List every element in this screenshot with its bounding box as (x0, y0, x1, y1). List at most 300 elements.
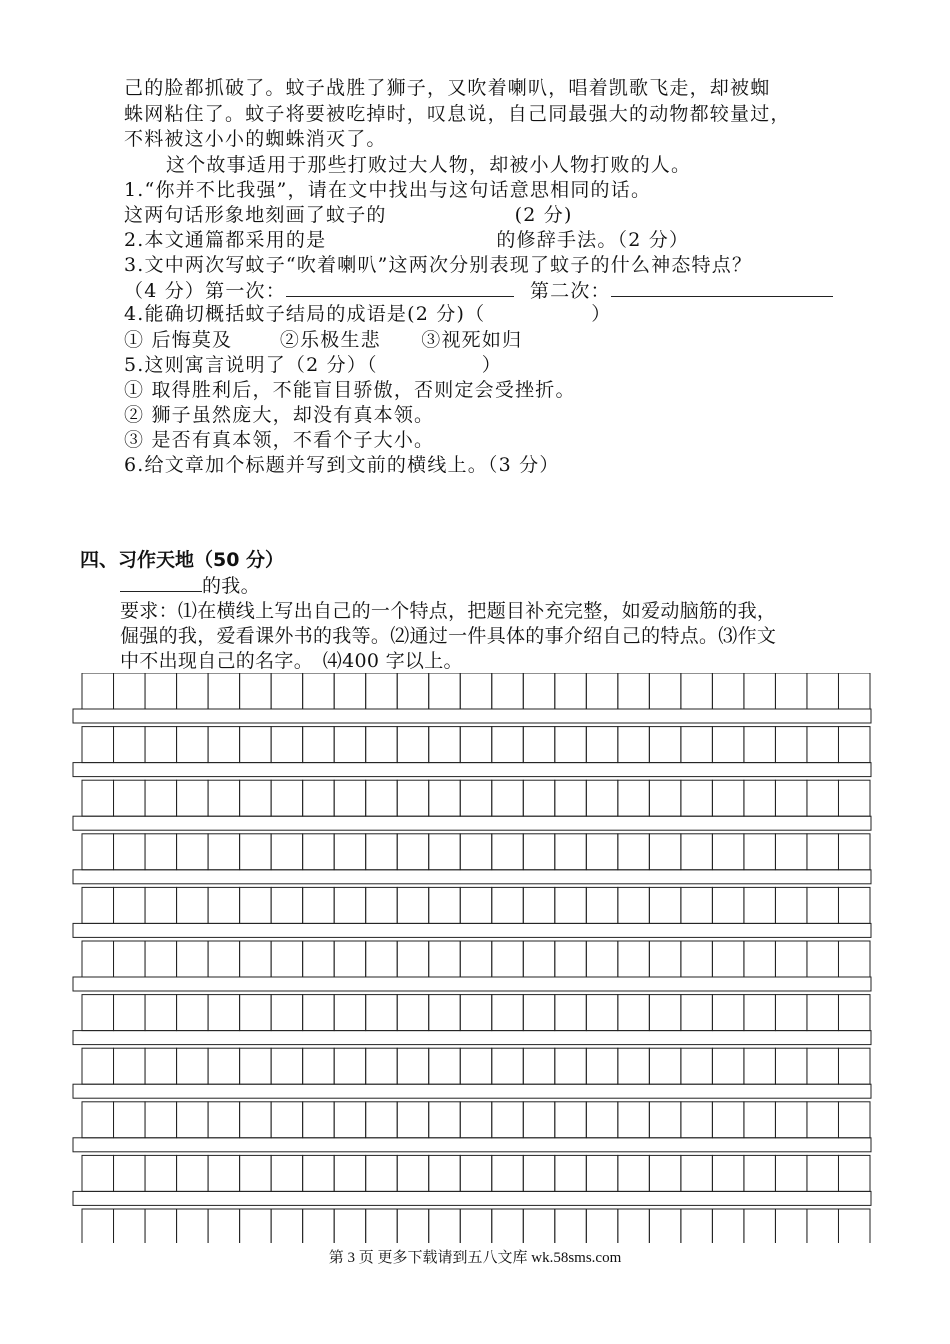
grid-cell[interactable] (114, 727, 146, 763)
grid-cell[interactable] (492, 887, 524, 923)
grid-cell[interactable] (586, 941, 618, 977)
grid-cell[interactable] (555, 1048, 587, 1084)
grid-cell[interactable] (586, 834, 618, 870)
grid-cell[interactable] (775, 673, 807, 709)
grid-cell[interactable] (618, 941, 650, 977)
grid-cell[interactable] (523, 1048, 555, 1084)
grid-cell[interactable] (303, 1209, 335, 1243)
grid-cell[interactable] (492, 1102, 524, 1138)
page-footer: 第 3 页 更多下载请到五八文库 wk.58sms.com (328, 1250, 622, 1266)
grid-cell[interactable] (492, 1048, 524, 1084)
grid-cell[interactable] (177, 887, 209, 923)
grid-cell[interactable] (82, 1048, 114, 1084)
grid-cell[interactable] (681, 1048, 713, 1084)
grid-cell[interactable] (397, 727, 429, 763)
grid-cell[interactable] (208, 780, 240, 816)
grid-cell[interactable] (303, 887, 335, 923)
grid-cell[interactable] (807, 673, 839, 709)
grid-cell[interactable] (208, 834, 240, 870)
grid-cell[interactable] (492, 727, 524, 763)
grid-cell[interactable] (586, 887, 618, 923)
grid-cell[interactable] (271, 1155, 303, 1191)
grid-cell[interactable] (114, 1155, 146, 1191)
grid-cell[interactable] (838, 941, 870, 977)
grid-cell[interactable] (366, 887, 398, 923)
grid-cell[interactable] (177, 1155, 209, 1191)
grid-cell[interactable] (618, 1102, 650, 1138)
grid-cell[interactable] (334, 1102, 366, 1138)
grid-cell[interactable] (240, 834, 272, 870)
grid-cell[interactable] (366, 834, 398, 870)
grid-cell[interactable] (397, 1209, 429, 1243)
grid-cell[interactable] (618, 887, 650, 923)
grid-cell[interactable] (114, 1102, 146, 1138)
grid-cell[interactable] (681, 1102, 713, 1138)
grid-cell[interactable] (712, 1048, 744, 1084)
grid-cell[interactable] (177, 1048, 209, 1084)
grid-cell[interactable] (618, 1048, 650, 1084)
grid-cell[interactable] (82, 727, 114, 763)
grid-cell[interactable] (649, 834, 681, 870)
grid-cell[interactable] (429, 1209, 461, 1243)
grid-cell[interactable] (240, 1209, 272, 1243)
grid-cell[interactable] (334, 995, 366, 1031)
grid-cell[interactable] (681, 673, 713, 709)
grid-cell[interactable] (303, 1048, 335, 1084)
grid-cell[interactable] (271, 727, 303, 763)
grid-cell[interactable] (366, 780, 398, 816)
grid-cell[interactable] (460, 727, 492, 763)
grid-cell[interactable] (744, 887, 776, 923)
grid-cell[interactable] (303, 727, 335, 763)
grid-cell[interactable] (775, 995, 807, 1031)
grid-cell[interactable] (145, 780, 177, 816)
section-title: 四、习作天地（50 分） (80, 549, 285, 571)
grid-cell[interactable] (807, 1102, 839, 1138)
grid-cell[interactable] (586, 1209, 618, 1243)
grid-cell[interactable] (555, 727, 587, 763)
grid-cell[interactable] (177, 1209, 209, 1243)
grid-cell[interactable] (366, 995, 398, 1031)
grid-cell[interactable] (492, 1155, 524, 1191)
grid-cell[interactable] (82, 834, 114, 870)
grid-cell[interactable] (303, 995, 335, 1031)
grid-cell[interactable] (208, 887, 240, 923)
grid-cell[interactable] (366, 673, 398, 709)
grid-cell[interactable] (649, 727, 681, 763)
grid-cell[interactable] (240, 1048, 272, 1084)
grid-cell[interactable] (334, 673, 366, 709)
grid-cell[interactable] (460, 780, 492, 816)
grid-cell[interactable] (303, 780, 335, 816)
grid-cell[interactable] (555, 941, 587, 977)
grid-cell[interactable] (334, 780, 366, 816)
grid-cell[interactable] (523, 834, 555, 870)
grid-cell[interactable] (429, 780, 461, 816)
grid-cell[interactable] (807, 727, 839, 763)
grid-cell[interactable] (492, 1209, 524, 1243)
answer-blank[interactable] (611, 278, 833, 297)
grid-cell[interactable] (429, 673, 461, 709)
grid-cell[interactable] (429, 995, 461, 1031)
grid-cell[interactable] (555, 1102, 587, 1138)
grid-cell[interactable] (114, 673, 146, 709)
grid-cell[interactable] (208, 1102, 240, 1138)
grid-cell[interactable] (177, 673, 209, 709)
grid-row-separator (73, 1191, 871, 1205)
grid-cell[interactable] (145, 1209, 177, 1243)
grid-cell[interactable] (271, 780, 303, 816)
grid-cell[interactable] (523, 941, 555, 977)
grid-cell[interactable] (303, 1155, 335, 1191)
grid-cell[interactable] (114, 834, 146, 870)
grid-cell[interactable] (838, 1209, 870, 1243)
grid-cell[interactable] (838, 780, 870, 816)
grid-cell[interactable] (744, 1102, 776, 1138)
answer-blank[interactable] (286, 278, 514, 297)
grid-cell[interactable] (838, 1102, 870, 1138)
grid-cell[interactable] (240, 780, 272, 816)
grid-cell[interactable] (271, 941, 303, 977)
grid-cell[interactable] (397, 1102, 429, 1138)
question-5 (124, 353, 502, 377)
grid-cell[interactable] (271, 834, 303, 870)
grid-cell[interactable] (240, 995, 272, 1031)
grid-cell[interactable] (208, 941, 240, 977)
grid-cell[interactable] (838, 1155, 870, 1191)
grid-cell[interactable] (460, 673, 492, 709)
grid-cell[interactable] (681, 780, 713, 816)
grid-cell[interactable] (712, 673, 744, 709)
grid-cell[interactable] (145, 995, 177, 1031)
grid-cell[interactable] (807, 941, 839, 977)
grid-cell[interactable] (114, 941, 146, 977)
grid-cell[interactable] (397, 1048, 429, 1084)
grid-cell[interactable] (82, 780, 114, 816)
grid-cell[interactable] (681, 887, 713, 923)
grid-cell[interactable] (208, 727, 240, 763)
grid-cell[interactable] (838, 834, 870, 870)
grid-cell[interactable] (523, 1209, 555, 1243)
grid-cell[interactable] (397, 673, 429, 709)
question-text: 4.能确切概括蚊子结局的成语是(2 分)（ (124, 303, 486, 325)
grid-cell[interactable] (397, 887, 429, 923)
grid-cell[interactable] (523, 995, 555, 1031)
grid-cell[interactable] (208, 1209, 240, 1243)
grid-cell[interactable] (177, 780, 209, 816)
grid-cell[interactable] (744, 941, 776, 977)
grid-row-separator (73, 1031, 871, 1045)
grid-cell[interactable] (177, 941, 209, 977)
grid-cell[interactable] (429, 887, 461, 923)
score-label: (2 分) (514, 204, 573, 226)
grid-cell[interactable] (712, 1209, 744, 1243)
grid-cell[interactable] (838, 887, 870, 923)
grid-cell[interactable] (397, 834, 429, 870)
grid-cell[interactable] (649, 941, 681, 977)
grid-cell[interactable] (145, 1048, 177, 1084)
grid-cell[interactable] (838, 727, 870, 763)
question-text: 的修辞手法。（2 分） (496, 229, 690, 251)
grid-cell[interactable] (523, 1155, 555, 1191)
question-1-sub (124, 203, 573, 227)
grid-cell[interactable] (271, 1048, 303, 1084)
grid-cell[interactable] (712, 995, 744, 1031)
requirement-line: 要求：⑴在横线上写出自己的一个特点，把题目补充完整，如爱动脑筋的我， (120, 600, 777, 622)
grid-cell[interactable] (523, 1102, 555, 1138)
topic-blank[interactable] (120, 573, 202, 592)
grid-cell[interactable] (429, 727, 461, 763)
grid-cell[interactable] (429, 1155, 461, 1191)
grid-cell[interactable] (240, 727, 272, 763)
grid-cell[interactable] (681, 941, 713, 977)
grid-cell[interactable] (114, 780, 146, 816)
grid-cell[interactable] (744, 995, 776, 1031)
grid-cell[interactable] (775, 887, 807, 923)
grid-cell[interactable] (555, 834, 587, 870)
grid-row-separator (73, 816, 871, 830)
grid-cell[interactable] (460, 995, 492, 1031)
grid-cell[interactable] (681, 1155, 713, 1191)
grid-cell[interactable] (397, 780, 429, 816)
grid-cell[interactable] (775, 727, 807, 763)
grid-cell[interactable] (145, 834, 177, 870)
grid-cell[interactable] (807, 834, 839, 870)
grid-cell[interactable] (114, 1048, 146, 1084)
grid-cell[interactable] (555, 1209, 587, 1243)
grid-cell[interactable] (712, 834, 744, 870)
grid-cell[interactable] (334, 941, 366, 977)
grid-cell[interactable] (397, 995, 429, 1031)
grid-cell[interactable] (523, 780, 555, 816)
grid-cell[interactable] (681, 727, 713, 763)
grid-cell[interactable] (649, 995, 681, 1031)
grid-cell[interactable] (366, 1048, 398, 1084)
grid-cell[interactable] (775, 1155, 807, 1191)
grid-cell[interactable] (82, 1209, 114, 1243)
grid-cell[interactable] (208, 1048, 240, 1084)
grid-cell[interactable] (838, 1048, 870, 1084)
grid-cell[interactable] (429, 1102, 461, 1138)
grid-cell[interactable] (775, 1048, 807, 1084)
grid-cell[interactable] (334, 1048, 366, 1084)
grid-cell[interactable] (649, 1155, 681, 1191)
grid-cell[interactable] (807, 887, 839, 923)
grid-cell[interactable] (82, 995, 114, 1031)
grid-cell[interactable] (523, 727, 555, 763)
grid-cell[interactable] (649, 887, 681, 923)
grid-cell[interactable] (82, 1102, 114, 1138)
grid-cell[interactable] (334, 1155, 366, 1191)
grid-cell[interactable] (366, 727, 398, 763)
grid-cell[interactable] (240, 887, 272, 923)
grid-cell[interactable] (586, 1155, 618, 1191)
grid-cell[interactable] (303, 673, 335, 709)
grid-cell[interactable] (240, 1155, 272, 1191)
grid-cell[interactable] (429, 834, 461, 870)
grid-cell[interactable] (744, 780, 776, 816)
grid-cell[interactable] (303, 941, 335, 977)
grid-cell[interactable] (586, 1048, 618, 1084)
grid-cell[interactable] (712, 1155, 744, 1191)
grid-cell[interactable] (145, 887, 177, 923)
grid-cell[interactable] (492, 780, 524, 816)
grid-cell[interactable] (397, 1155, 429, 1191)
grid-cell[interactable] (618, 673, 650, 709)
grid-cell[interactable] (807, 1209, 839, 1243)
grid-cell[interactable] (681, 995, 713, 1031)
grid-cell[interactable] (712, 727, 744, 763)
grid-cell[interactable] (240, 941, 272, 977)
grid-cell[interactable] (649, 1209, 681, 1243)
grid-cell[interactable] (145, 941, 177, 977)
grid-cell[interactable] (744, 834, 776, 870)
grid-cell[interactable] (744, 727, 776, 763)
grid-cell[interactable] (271, 1209, 303, 1243)
grid-cell[interactable] (681, 834, 713, 870)
grid-cell[interactable] (618, 1209, 650, 1243)
grid-cell[interactable] (618, 780, 650, 816)
grid-cell[interactable] (460, 834, 492, 870)
grid-cell[interactable] (240, 673, 272, 709)
grid-cell[interactable] (82, 941, 114, 977)
grid-cell[interactable] (618, 834, 650, 870)
grid-cell[interactable] (586, 780, 618, 816)
grid-cell[interactable] (177, 995, 209, 1031)
grid-cell[interactable] (649, 1102, 681, 1138)
grid-cell[interactable] (82, 887, 114, 923)
grid-cell[interactable] (618, 1155, 650, 1191)
grid-cell[interactable] (775, 834, 807, 870)
grid-cell[interactable] (618, 995, 650, 1031)
question-5-option: ② 狮子虽然庞大，却没有真本领。 (124, 404, 435, 426)
grid-cell[interactable] (397, 941, 429, 977)
grid-cell[interactable] (460, 887, 492, 923)
grid-cell[interactable] (271, 673, 303, 709)
grid-cell[interactable] (82, 1155, 114, 1191)
grid-cell[interactable] (145, 727, 177, 763)
question-text: （4 分）第一次： (124, 280, 286, 302)
grid-cell[interactable] (114, 1209, 146, 1243)
grid-cell[interactable] (334, 1209, 366, 1243)
grid-cell[interactable] (303, 1102, 335, 1138)
grid-cell[interactable] (523, 887, 555, 923)
grid-cell[interactable] (807, 1048, 839, 1084)
grid-cell[interactable] (271, 887, 303, 923)
grid-cell[interactable] (177, 727, 209, 763)
grid-cell[interactable] (240, 1102, 272, 1138)
passage-line: 己的脸都抓破了。蚊子战胜了狮子，又吹着喇叭，唱着凯歌飞走，却被蜘 (124, 77, 771, 99)
grid-cell[interactable] (334, 834, 366, 870)
grid-cell[interactable] (555, 780, 587, 816)
grid-cell[interactable] (807, 1155, 839, 1191)
grid-cell[interactable] (492, 995, 524, 1031)
grid-cell[interactable] (271, 1102, 303, 1138)
grid-cell[interactable] (460, 1048, 492, 1084)
grid-cell[interactable] (271, 995, 303, 1031)
grid-cell[interactable] (208, 673, 240, 709)
grid-cell[interactable] (429, 941, 461, 977)
grid-cell[interactable] (82, 673, 114, 709)
grid-cell[interactable] (555, 1155, 587, 1191)
grid-cell[interactable] (586, 1102, 618, 1138)
grid-cell[interactable] (460, 941, 492, 977)
question-6: 6.给文章加个标题并写到文前的横线上。（3 分） (124, 454, 560, 476)
grid-cell[interactable] (492, 834, 524, 870)
grid-cell[interactable] (775, 1102, 807, 1138)
grid-cell[interactable] (649, 780, 681, 816)
grid-cell[interactable] (807, 995, 839, 1031)
grid-cell[interactable] (712, 1102, 744, 1138)
grid-cell[interactable] (744, 673, 776, 709)
grid-cell[interactable] (460, 1102, 492, 1138)
grid-cell[interactable] (366, 1102, 398, 1138)
grid-cell[interactable] (838, 995, 870, 1031)
grid-cell[interactable] (712, 941, 744, 977)
grid-cell[interactable] (145, 1102, 177, 1138)
grid-cell[interactable] (681, 1209, 713, 1243)
grid-cell[interactable] (429, 1048, 461, 1084)
grid-cell[interactable] (366, 941, 398, 977)
grid-cell[interactable] (807, 780, 839, 816)
grid-cell[interactable] (712, 780, 744, 816)
grid-cell[interactable] (555, 887, 587, 923)
requirement-line: 中不出现自己的名字。 ⑷400 字以上。 (120, 650, 463, 672)
topic-suffix: 的我。 (202, 575, 260, 597)
grid-cell[interactable] (838, 673, 870, 709)
grid-cell[interactable] (114, 995, 146, 1031)
question-text: ） (591, 303, 612, 325)
writing-grid[interactable] (72, 673, 872, 1243)
grid-cell[interactable] (208, 1155, 240, 1191)
grid-cell[interactable] (649, 673, 681, 709)
grid-cell[interactable] (303, 834, 335, 870)
grid-cell[interactable] (555, 673, 587, 709)
grid-cell[interactable] (744, 1048, 776, 1084)
grid-cell[interactable] (334, 887, 366, 923)
grid-cell[interactable] (145, 1155, 177, 1191)
grid-cell[interactable] (492, 941, 524, 977)
grid-cell[interactable] (744, 1155, 776, 1191)
grid-cell[interactable] (366, 1209, 398, 1243)
grid-cell[interactable] (460, 1209, 492, 1243)
grid-cell[interactable] (492, 673, 524, 709)
grid-cell[interactable] (586, 727, 618, 763)
grid-cell[interactable] (712, 887, 744, 923)
grid-cell[interactable] (177, 1102, 209, 1138)
grid-row-separator (73, 1138, 871, 1152)
grid-cell[interactable] (555, 995, 587, 1031)
grid-cell[interactable] (775, 1209, 807, 1243)
grid-cell[interactable] (366, 1155, 398, 1191)
grid-cell[interactable] (145, 673, 177, 709)
grid-cell[interactable] (334, 727, 366, 763)
grid-cell[interactable] (775, 780, 807, 816)
grid-cell[interactable] (177, 834, 209, 870)
grid-cell[interactable] (744, 1209, 776, 1243)
grid-cell[interactable] (523, 673, 555, 709)
grid-cell[interactable] (586, 673, 618, 709)
grid-cell[interactable] (775, 941, 807, 977)
requirement-line: 倔强的我，爱看课外书的我等。⑵通过一件具体的事介绍自己的特点。⑶作文 (120, 625, 777, 647)
question-text: ） (481, 354, 502, 376)
grid-cell[interactable] (114, 887, 146, 923)
grid-cell[interactable] (460, 1155, 492, 1191)
grid-cell[interactable] (649, 1048, 681, 1084)
grid-cell[interactable] (618, 727, 650, 763)
grid-cell[interactable] (586, 995, 618, 1031)
grid-cell[interactable] (208, 995, 240, 1031)
